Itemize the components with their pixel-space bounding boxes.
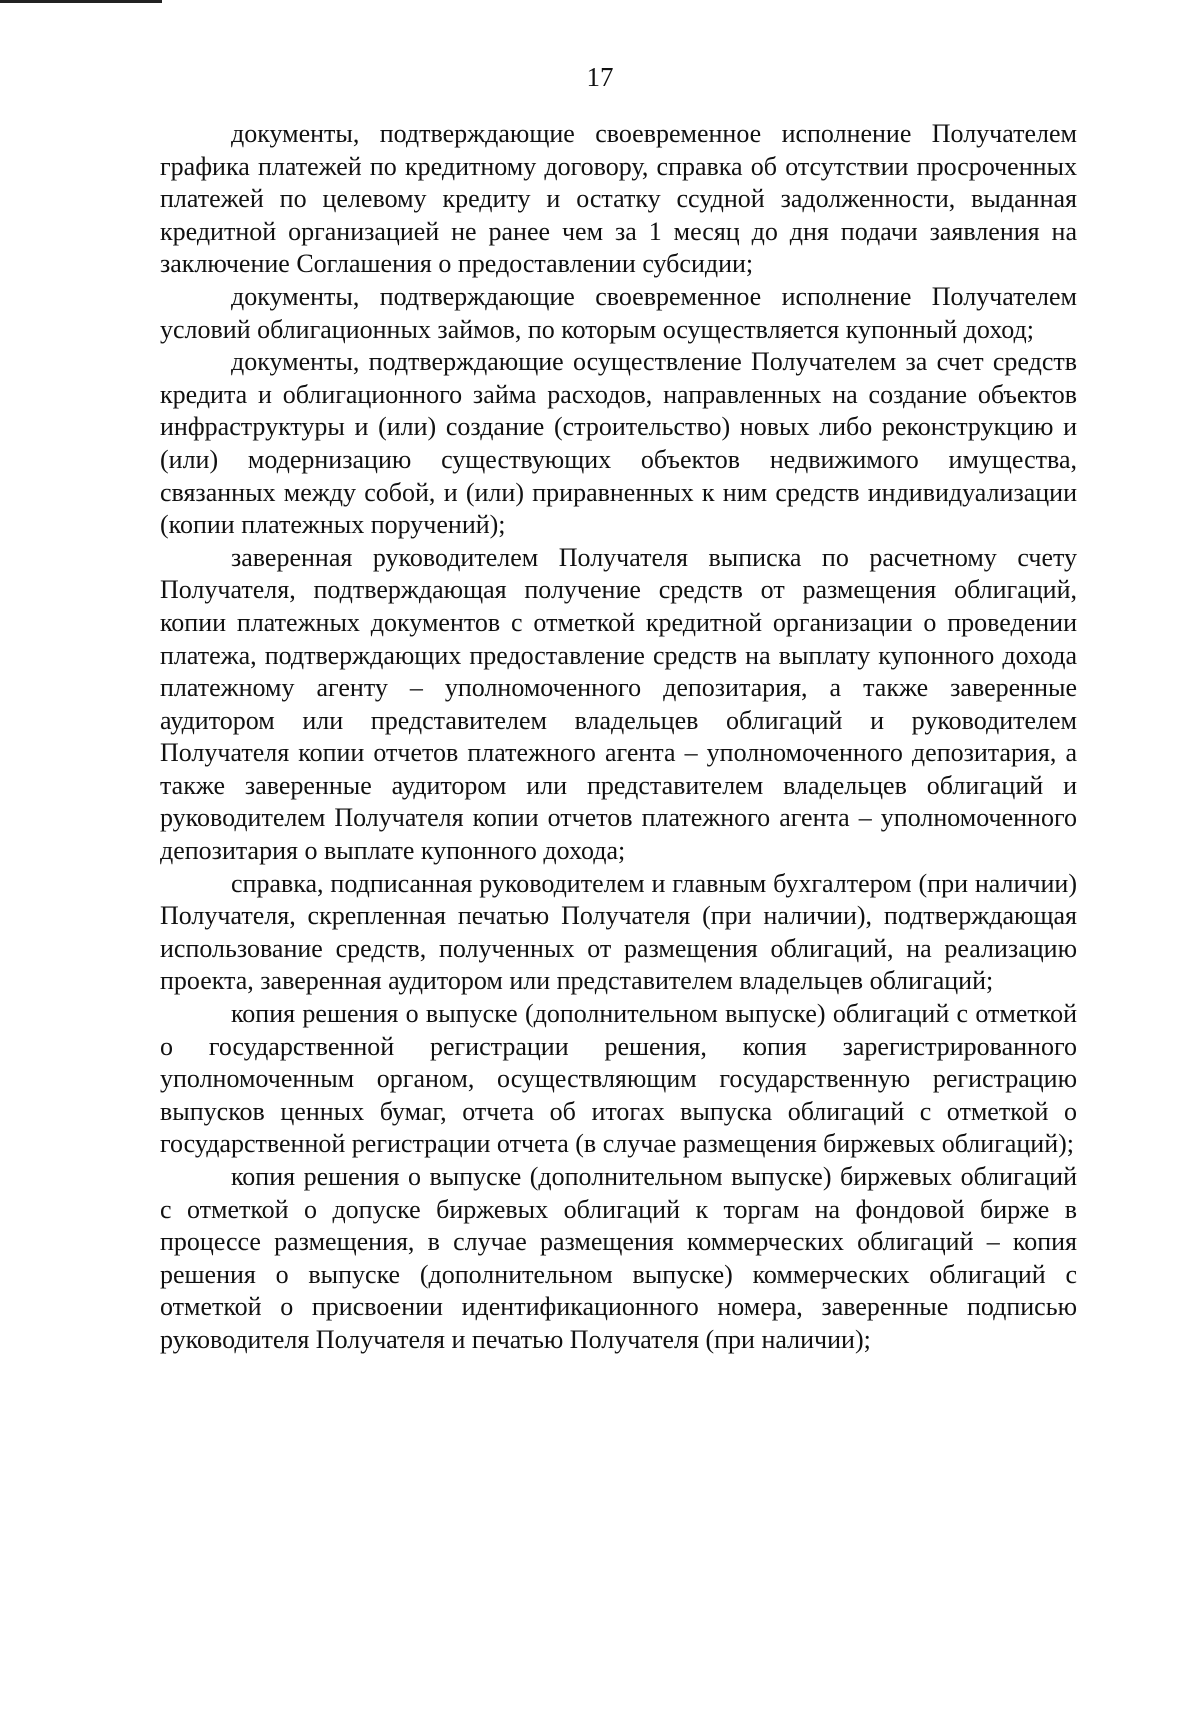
paragraph-expenses: документы, подтверждающие осуществление Получателем за счет средств кредита и облигационного займа расходов, направленных на создание объектов инфраструктуры и (или) создание (строительство) новых либо реконструкцию и (или) модернизацию существующих объектов недвижимого имущества, связанных между собой, и (или) приравненных к ним средств индивидуализации (копии платежных поручений); — [160, 347, 1077, 540]
paragraph-bond-conditions: документы, подтверждающие своевременное исполнение Получателем условий облигационных займов, по которым осуществляется купонный доход; — [160, 281, 1077, 344]
paragraph-payment-schedule: документы, подтверждающие своевременное исполнение Получателем графика платежей по кредитному договору, справка об отсутствии просроченных платежей по целевому кредиту и остатку ссудной задолженности, выданная кредитной организацией не ранее чем за 1 месяц до дня подачи заявления на заключение Соглашения о предоставлении субсидии; — [160, 119, 1077, 279]
paragraph-account-statement: заверенная руководителем Получателя выписка по расчетному счету Получателя, подтверждающая получение средств от размещения облигаций, копии платежных документов с отметкой кредитной организации о проведении платежа, подтверждающих предоставление средств на выплату купонного дохода платежному агенту – уполномоченного депозитария, а также заверенные аудитором или представителем владельцев облигаций и руководителем Получателя копии отчетов платежного агента – уполномоченного депозитария, а также заверенные аудитором или представителем владельцев облигаций и руководителем Получателя копии отчетов платежного агента – уполномоченного депозитария о выплате купонного дохода; — [160, 542, 1077, 866]
paragraph-exchange-bonds: копия решения о выпуске (дополнительном выпуске) биржевых облигаций с отметкой о допуске биржевых облигаций к торгам на фондовой бирже в процессе размещения, в случае размещения коммерческих облигаций – копия решения о выпуске (дополнительном выпуске) коммерческих облигаций с отметкой о присвоении идентификационного номера, заверенные подписью руководителя Получателя и печатью Получателя (при наличии); — [160, 1162, 1077, 1354]
page-number: 17 — [586, 62, 614, 92]
paragraph-issue-decision: копия решения о выпуске (дополнительном выпуске) облигаций с отметкой о государственной регистрации решения, копия зарегистрированного уполномоченным органом, осуществляющим государственную регистрацию выпусков ценных бумаг, отчета об итогах выпуска облигаций с отметкой о государственной регистрации отчета (в случае размещения биржевых облигаций); — [160, 999, 1077, 1159]
paragraph-signed-certificate: справка, подписанная руководителем и главным бухгалтером (при наличии) Получателя, скрепленная печатью Получателя (при наличии), подтверждающая использование средств, полученных от размещения облигаций, на реализацию проекта, заверенная аудитором или представителем владельцев облигаций; — [160, 868, 1077, 996]
document-body — [160, 118, 1077, 1357]
scan-edge-mark — [0, 0, 162, 3]
